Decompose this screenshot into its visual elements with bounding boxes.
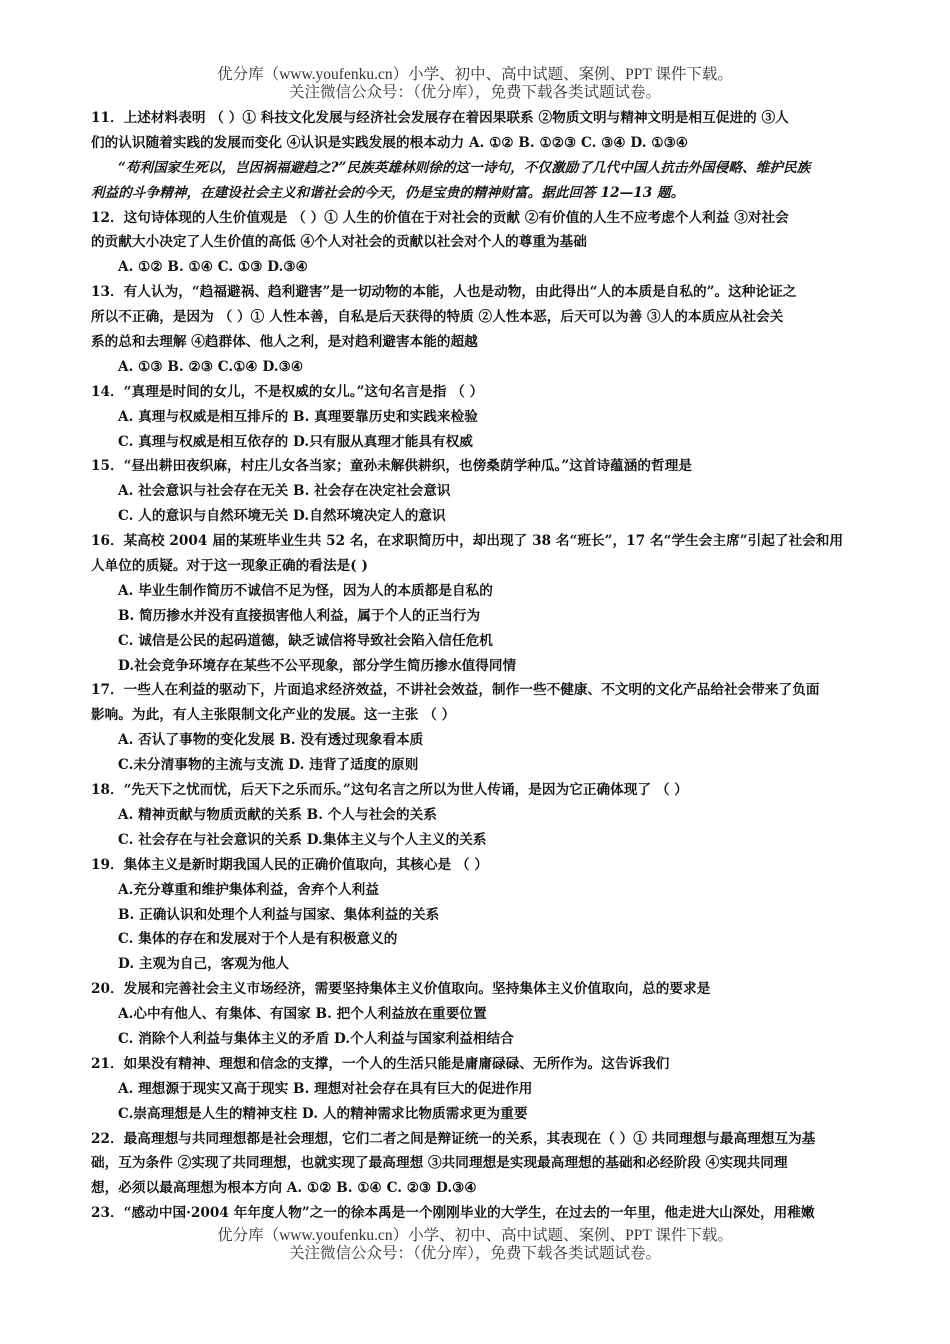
question-13-line-1: 13．有人认为，“趋福避祸、趋利避害”是一切动物的本能，人也是动物，由此得出“人的本质是自私的”。这种论证之: [91, 284, 797, 301]
question-18-stem: 18．“先天下之忧而忧，后天下之乐而乐。”这句名言之所以为世人传诵，是因为它正确体现了 （ ）: [91, 782, 688, 799]
question-17-line-1: 17．一些人在利益的驱动下，片面追求经济效益，不讲社会效益，制作一些不健康、不文明的文化产品给社会带来了负面: [91, 682, 820, 699]
question-12-line-1: 12．这句诗体现的人生价值观是 （ ）① 人生的价值在于对社会的贡献 ②有价值的人生不应考虑个人利益 ③对社会: [91, 209, 789, 226]
material-passage-line-2: 利益的斗争精神，在建设社会主义和谐社会的今天，仍是宝贵的精神财富。据此回答 12—13 题。: [91, 184, 685, 201]
question-19-option-a: A.充分尊重和维护集体利益，舍弃个人利益: [118, 881, 379, 898]
question-body: [91, 106, 863, 1226]
question-19-option-d: D. 主观为自己，客观为他人: [118, 956, 289, 973]
question-11-line-2: 们的认识随着实践的发展而变化 ④认识是实践发展的根本动力 A. ①② B. ①②③ C. ③④ D. ①③④: [91, 134, 689, 151]
question-18-options-cd: C. 社会存在与社会意识的关系 D.集体主义与个人主义的关系: [118, 831, 487, 848]
question-19-stem: 19．集体主义是新时期我国人民的正确价值取向，其核心是 （ ）: [91, 856, 488, 873]
question-20-options-ab: A.心中有他人、有集体、有国家 B. 把个人利益放在重要位置: [118, 1006, 487, 1023]
footer-line-2: 关注微信公众号：（优分库），免费下载各类试题试卷。: [288, 1245, 661, 1262]
question-20-stem: 20．发展和完善社会主义市场经济，需要坚持集体主义价值取向。坚持集体主义价值取向，总的要求是: [91, 981, 711, 998]
header-line-1: 优分库（www.youfenku.cn）小学、初中、高中试题、案例、PPT 课件下载。: [217, 66, 733, 83]
question-16-option-a: A. 毕业生制作简历不诚信不足为怪，因为人的本质都是自私的: [118, 582, 493, 599]
question-16-option-b: B. 简历掺水并没有直接损害他人利益，属于个人的正当行为: [118, 607, 481, 624]
question-13-line-3: 系的总和去理解 ④趋群体、他人之利，是对趋利避害本能的超越: [91, 334, 478, 351]
question-15-options-cd: C. 人的意识与自然环境无关 D.自然环境决定人的意识: [118, 508, 446, 525]
question-21-stem: 21．如果没有精神、理想和信念的支撑，一个人的生活只能是庸庸碌碌、无所作为。这告诉我们: [91, 1055, 670, 1072]
question-17-options-cd: C.未分清事物的主流与支流 D. 违背了适度的原则: [118, 757, 419, 774]
question-14-stem: 14．“真理是时间的女儿，不是权威的女儿。”这句名言是指 （ ）: [91, 383, 484, 400]
question-15-options-ab: A. 社会意识与社会存在无关 B. 社会存在决定社会意识: [118, 483, 451, 500]
question-22-line-2: 础，互为条件 ②实现了共同理想，也就实现了最高理想 ③共同理想是实现最高理想的基础和必经阶段 ④实现共同理: [91, 1155, 788, 1172]
question-16-option-c: C. 诚信是公民的起码道德，缺乏诚信将导致社会陷入信任危机: [118, 632, 493, 649]
header-line-2: 关注微信公众号：（优分库），免费下载各类试题试卷。: [288, 84, 661, 101]
question-19-option-c: C. 集体的存在和发展对于个人是有积极意义的: [118, 931, 398, 948]
question-14-options-cd: C. 真理与权威是相互依存的 D.只有服从真理才能具有权威: [118, 433, 473, 450]
question-16-line-2: 人单位的质疑。对于这一现象正确的看法是( ): [91, 558, 368, 575]
page-footer: [0, 1227, 950, 1263]
question-13-options: A. ①③ B. ②③ C.①④ D.③④: [118, 358, 304, 375]
question-12-line-2: 的贡献大小决定了人生价值的高低 ④个人对社会的贡献以社会对个人的尊重为基础: [91, 234, 587, 251]
question-15-stem: 15．“昼出耕田夜织麻，村庄儿女各当家；童孙未解供耕织，也傍桑荫学种瓜。”这首诗蕴涵的哲理是: [91, 458, 692, 475]
question-16-line-1: 16．某高校 2004 届的某班毕业生共 52 名，在求职简历中，却出现了 38 名“班长”，17 名“学生会主席”引起了社会和用: [91, 533, 844, 550]
question-21-options-ab: A. 理想源于现实又高于现实 B. 理想对社会存在具有巨大的促进作用: [118, 1080, 533, 1097]
material-passage-line-1: “苟利国家生死以，岂因祸福避趋之?”民族英雄林则徐的这一诗句，不仅激励了几代中国人抗击外国侵略、维护民族: [118, 159, 811, 176]
question-23-line-1: 23．“感动中国·2004 年年度人物”之一的徐本禹是一个刚刚毕业的大学生，在过去的一年里，他走进大山深处，用稚嫩: [91, 1205, 815, 1222]
question-18-options-ab: A. 精神贡献与物质贡献的关系 B. 个人与社会的关系: [118, 806, 437, 823]
question-16-option-d: D.社会竞争环境存在某些不公平现象，部分学生简历掺水值得同情: [118, 657, 517, 674]
question-17-line-2: 影响。为此，有人主张限制文化产业的发展。这一主张 （ ）: [91, 707, 456, 724]
question-12-options: A. ①② B. ①④ C. ①③ D.③④: [118, 259, 308, 276]
footer-line-1: 优分库（www.youfenku.cn）小学、初中、高中试题、案例、PPT 课件下载。: [217, 1227, 733, 1244]
question-22-line-3: 想，必须以最高理想为根本方向 A. ①② B. ①④ C. ②③ D.③④: [91, 1180, 477, 1197]
page-header: [0, 66, 950, 102]
question-20-options-cd: C. 消除个人利益与集体主义的矛盾 D.个人利益与国家利益相结合: [118, 1030, 514, 1047]
question-19-option-b: B. 正确认识和处理个人利益与国家、集体利益的关系: [118, 906, 440, 923]
question-22-line-1: 22．最高理想与共同理想都是社会理想，它们二者之间是辩证统一的关系，其表现在（ ）① 共同理想与最高理想互为基: [91, 1130, 816, 1147]
question-17-options-ab: A. 否认了事物的变化发展 B. 没有透过现象看本质: [118, 732, 424, 749]
question-14-options-ab: A. 真理与权威是相互排斥的 B. 真理要靠历史和实践来检验: [118, 408, 478, 425]
question-13-line-2: 所以不正确，是因为 （ ）① 人性本善，自私是后天获得的特质 ②人性本恶，后天可以为善 ③人的本质应从社会关: [91, 309, 784, 326]
question-21-options-cd: C.崇高理想是人生的精神支柱 D. 人的精神需求比物质需求更为重要: [118, 1105, 528, 1122]
question-11-line-1: 11．上述材料表明 （ ）① 科技文化发展与经济社会发展存在着因果联系 ②物质文明与精神文明是相互促进的 ③人: [91, 110, 789, 126]
